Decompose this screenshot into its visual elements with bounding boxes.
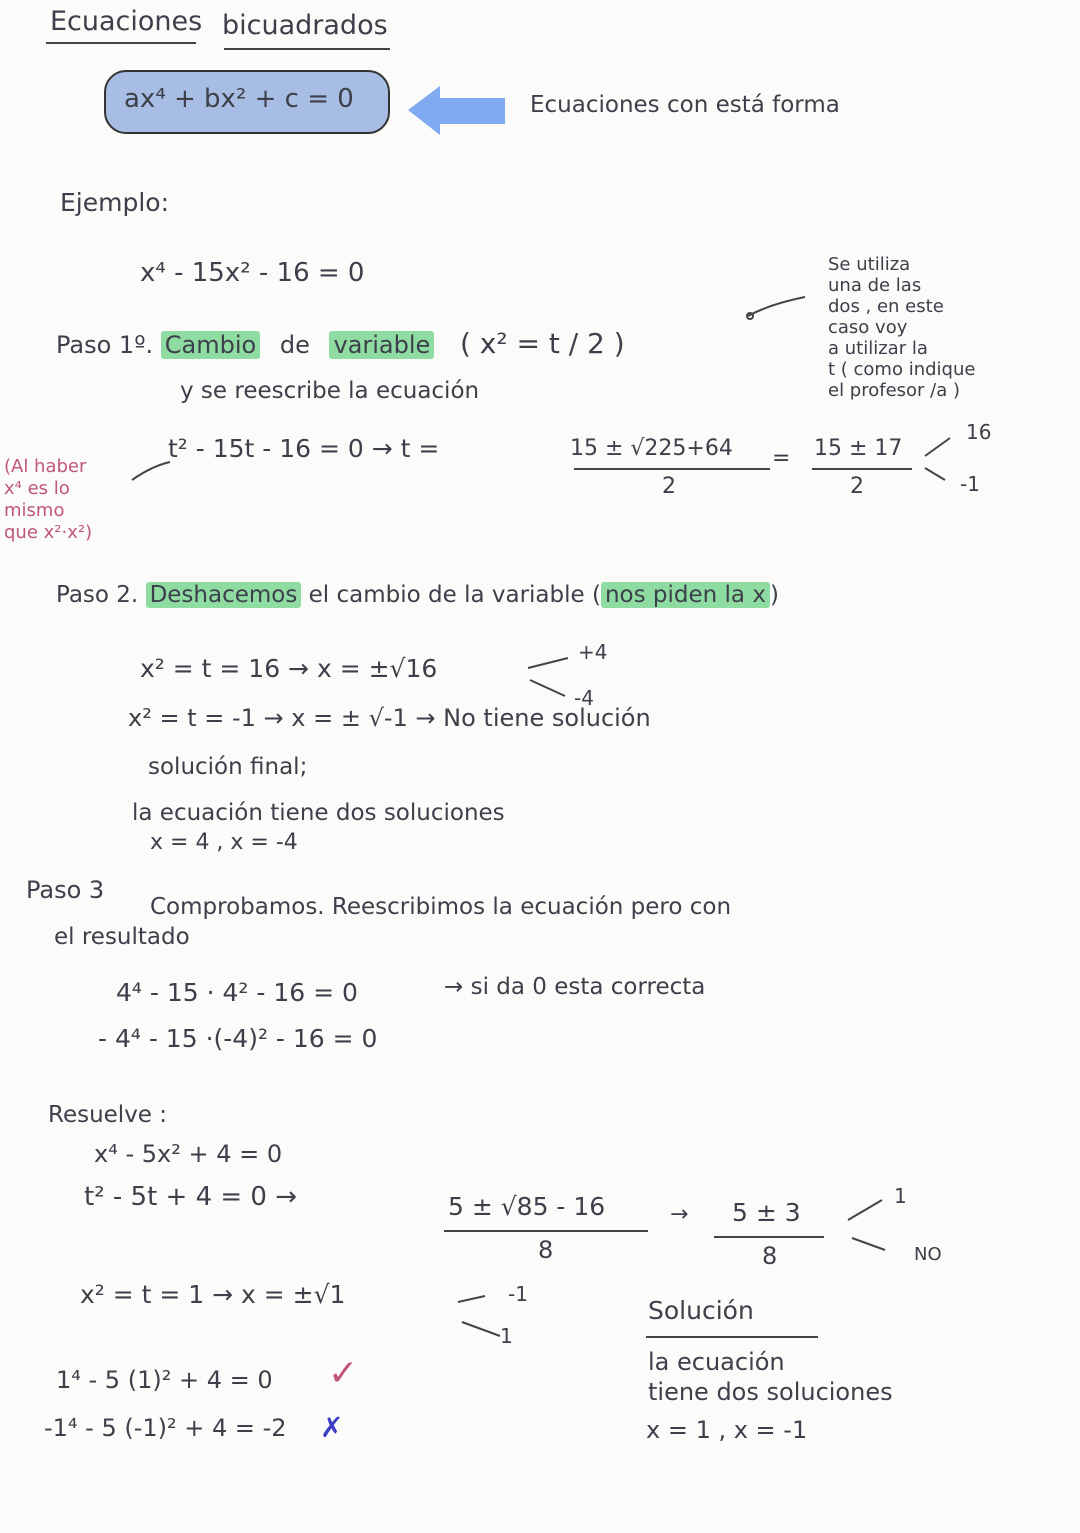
resuelve-solution-underline bbox=[646, 1336, 818, 1338]
paso2-highlight-x: nos piden la x bbox=[601, 582, 770, 608]
left-note bbox=[4, 456, 92, 544]
quad1-branch-down bbox=[925, 468, 945, 480]
quad1-numerator1: 15 ± √225+64 bbox=[570, 436, 733, 461]
resuelve-fraction-bar2 bbox=[714, 1236, 824, 1238]
resuelve-arrow: → bbox=[670, 1202, 689, 1227]
paso1-line1 bbox=[56, 327, 625, 360]
paso1-highlight-variable: variable bbox=[329, 331, 434, 359]
quad1-denominator2: 2 bbox=[850, 474, 864, 499]
undo-line1: x² = t = 16 → x = ±√16 bbox=[140, 654, 438, 683]
formula-box-text: ax⁴ + bx² + c = 0 bbox=[124, 84, 354, 114]
quad1-fraction-bar1 bbox=[574, 468, 770, 470]
paso1-substitution: ( x² = t / 2 ) bbox=[459, 327, 625, 360]
side-note bbox=[828, 254, 975, 401]
undo-root2: -4 bbox=[574, 686, 594, 710]
resuelve-fraction-bar1 bbox=[444, 1230, 648, 1232]
paso1-highlight-cambio: Cambio bbox=[161, 331, 260, 359]
paso2-label: Paso 2. bbox=[56, 582, 139, 608]
quad1-equals: = bbox=[772, 446, 791, 471]
left-note-arrow bbox=[132, 462, 170, 480]
quad1-root1: 16 bbox=[966, 420, 992, 444]
paso1-de: de bbox=[279, 331, 310, 359]
quad1-branch-up bbox=[925, 438, 950, 456]
paso1-label: Paso 1º. bbox=[56, 331, 154, 359]
example-label: Ejemplo: bbox=[60, 188, 170, 217]
formula-note: Ecuaciones con está forma bbox=[530, 92, 840, 118]
resuelve-numerator1: 5 ± √85 - 16 bbox=[448, 1192, 606, 1221]
resuelve-check2-mark: ✗ bbox=[320, 1411, 344, 1444]
side-note-line: Se utiliza bbox=[828, 254, 911, 275]
resuelve-label: Resuelve : bbox=[48, 1102, 168, 1128]
paso3-text2: el resultado bbox=[54, 924, 190, 950]
resuelve-check2: -1⁴ - 5 (-1)² + 4 = -2 bbox=[44, 1414, 287, 1442]
paso3-label: Paso 3 bbox=[26, 876, 105, 904]
resuelve-numerator2: 5 ± 3 bbox=[732, 1198, 801, 1227]
res-undo-branch-up bbox=[458, 1296, 485, 1302]
resuelve-undo: x² = t = 1 → x = ±√1 bbox=[80, 1280, 346, 1309]
title-right: bicuadrados bbox=[222, 10, 388, 41]
final-solutions: x = 4 , x = -4 bbox=[150, 830, 298, 855]
paso3-check1: 4⁴ - 15 · 4² - 16 = 0 bbox=[116, 978, 358, 1007]
paso2-end: ) bbox=[769, 582, 779, 608]
undo-branch-up bbox=[528, 658, 568, 668]
left-note-line: mismo bbox=[4, 500, 65, 521]
resuelve-denominator1: 8 bbox=[538, 1236, 554, 1264]
big-blue-arrow bbox=[408, 86, 505, 135]
resuelve-solution-label: Solución bbox=[648, 1296, 754, 1325]
paso2-highlight-deshacemos: Deshacemos bbox=[146, 582, 302, 608]
side-note-line: una de las bbox=[828, 275, 922, 296]
resuelve-solution-text1: la ecuación bbox=[648, 1348, 785, 1376]
quad1-denominator1: 2 bbox=[662, 474, 676, 499]
quad1-equation: t² - 15t - 16 = 0 → t = bbox=[168, 434, 440, 463]
side-note-line: caso voy bbox=[828, 317, 908, 338]
quad1-fraction-bar2 bbox=[812, 468, 912, 470]
paso1-line2: y se reescribe la ecuación bbox=[180, 378, 480, 404]
paso2-line bbox=[56, 584, 779, 607]
resuelve-root1: 1 bbox=[894, 1184, 907, 1208]
resuelve-quadratic: t² - 5t + 4 = 0 → bbox=[84, 1182, 298, 1212]
paso3-check2: - 4⁴ - 15 ·(-4)² - 16 = 0 bbox=[98, 1024, 378, 1053]
resuelve-denominator2: 8 bbox=[762, 1242, 778, 1270]
side-note-arrow bbox=[748, 297, 805, 316]
resuelve-undo-root2: 1 bbox=[500, 1324, 513, 1348]
quad1-numerator2: 15 ± 17 bbox=[814, 436, 903, 461]
paso2-text: el cambio de la variable ( bbox=[308, 582, 601, 608]
resuelve-solution-text2: tiene dos soluciones bbox=[648, 1378, 893, 1406]
resuelve-equation: x⁴ - 5x² + 4 = 0 bbox=[94, 1140, 283, 1168]
quad1-root2: -1 bbox=[960, 472, 980, 496]
undo-root1: +4 bbox=[578, 640, 608, 664]
left-note-line: (Al haber bbox=[4, 456, 87, 477]
res-undo-branch-down bbox=[462, 1322, 500, 1336]
undo-branch-down bbox=[530, 680, 565, 696]
left-note-line: que x²·x²) bbox=[4, 522, 93, 543]
example-equation: x⁴ - 15x² - 16 = 0 bbox=[140, 258, 365, 288]
final-label: solución final; bbox=[148, 754, 308, 780]
side-note-line: a utilizar la bbox=[828, 338, 928, 359]
res-branch-up bbox=[848, 1200, 882, 1220]
paso3-check1-note: → si da 0 esta correcta bbox=[444, 974, 706, 1000]
final-text: la ecuación tiene dos soluciones bbox=[132, 800, 505, 826]
paso3-text1: Comprobamos. Reescribimos la ecuación pero con bbox=[150, 894, 732, 920]
left-note-line: x⁴ es lo bbox=[4, 478, 70, 499]
resuelve-root2: NO bbox=[914, 1244, 942, 1265]
resuelve-check1: 1⁴ - 5 (1)² + 4 = 0 bbox=[56, 1366, 273, 1394]
undo-line2: x² = t = -1 → x = ± √-1 → No tiene solución bbox=[128, 704, 651, 732]
title-left: Ecuaciones bbox=[50, 6, 203, 37]
side-note-line: dos , en este bbox=[828, 296, 944, 317]
resuelve-solution-values: x = 1 , x = -1 bbox=[646, 1416, 808, 1444]
res-branch-down bbox=[852, 1238, 885, 1250]
resuelve-check1-mark: ✓ bbox=[328, 1353, 359, 1394]
side-note-line: t ( como indique bbox=[828, 359, 976, 380]
resuelve-undo-root1: -1 bbox=[508, 1282, 528, 1306]
side-note-line: el profesor /a ) bbox=[828, 380, 961, 401]
